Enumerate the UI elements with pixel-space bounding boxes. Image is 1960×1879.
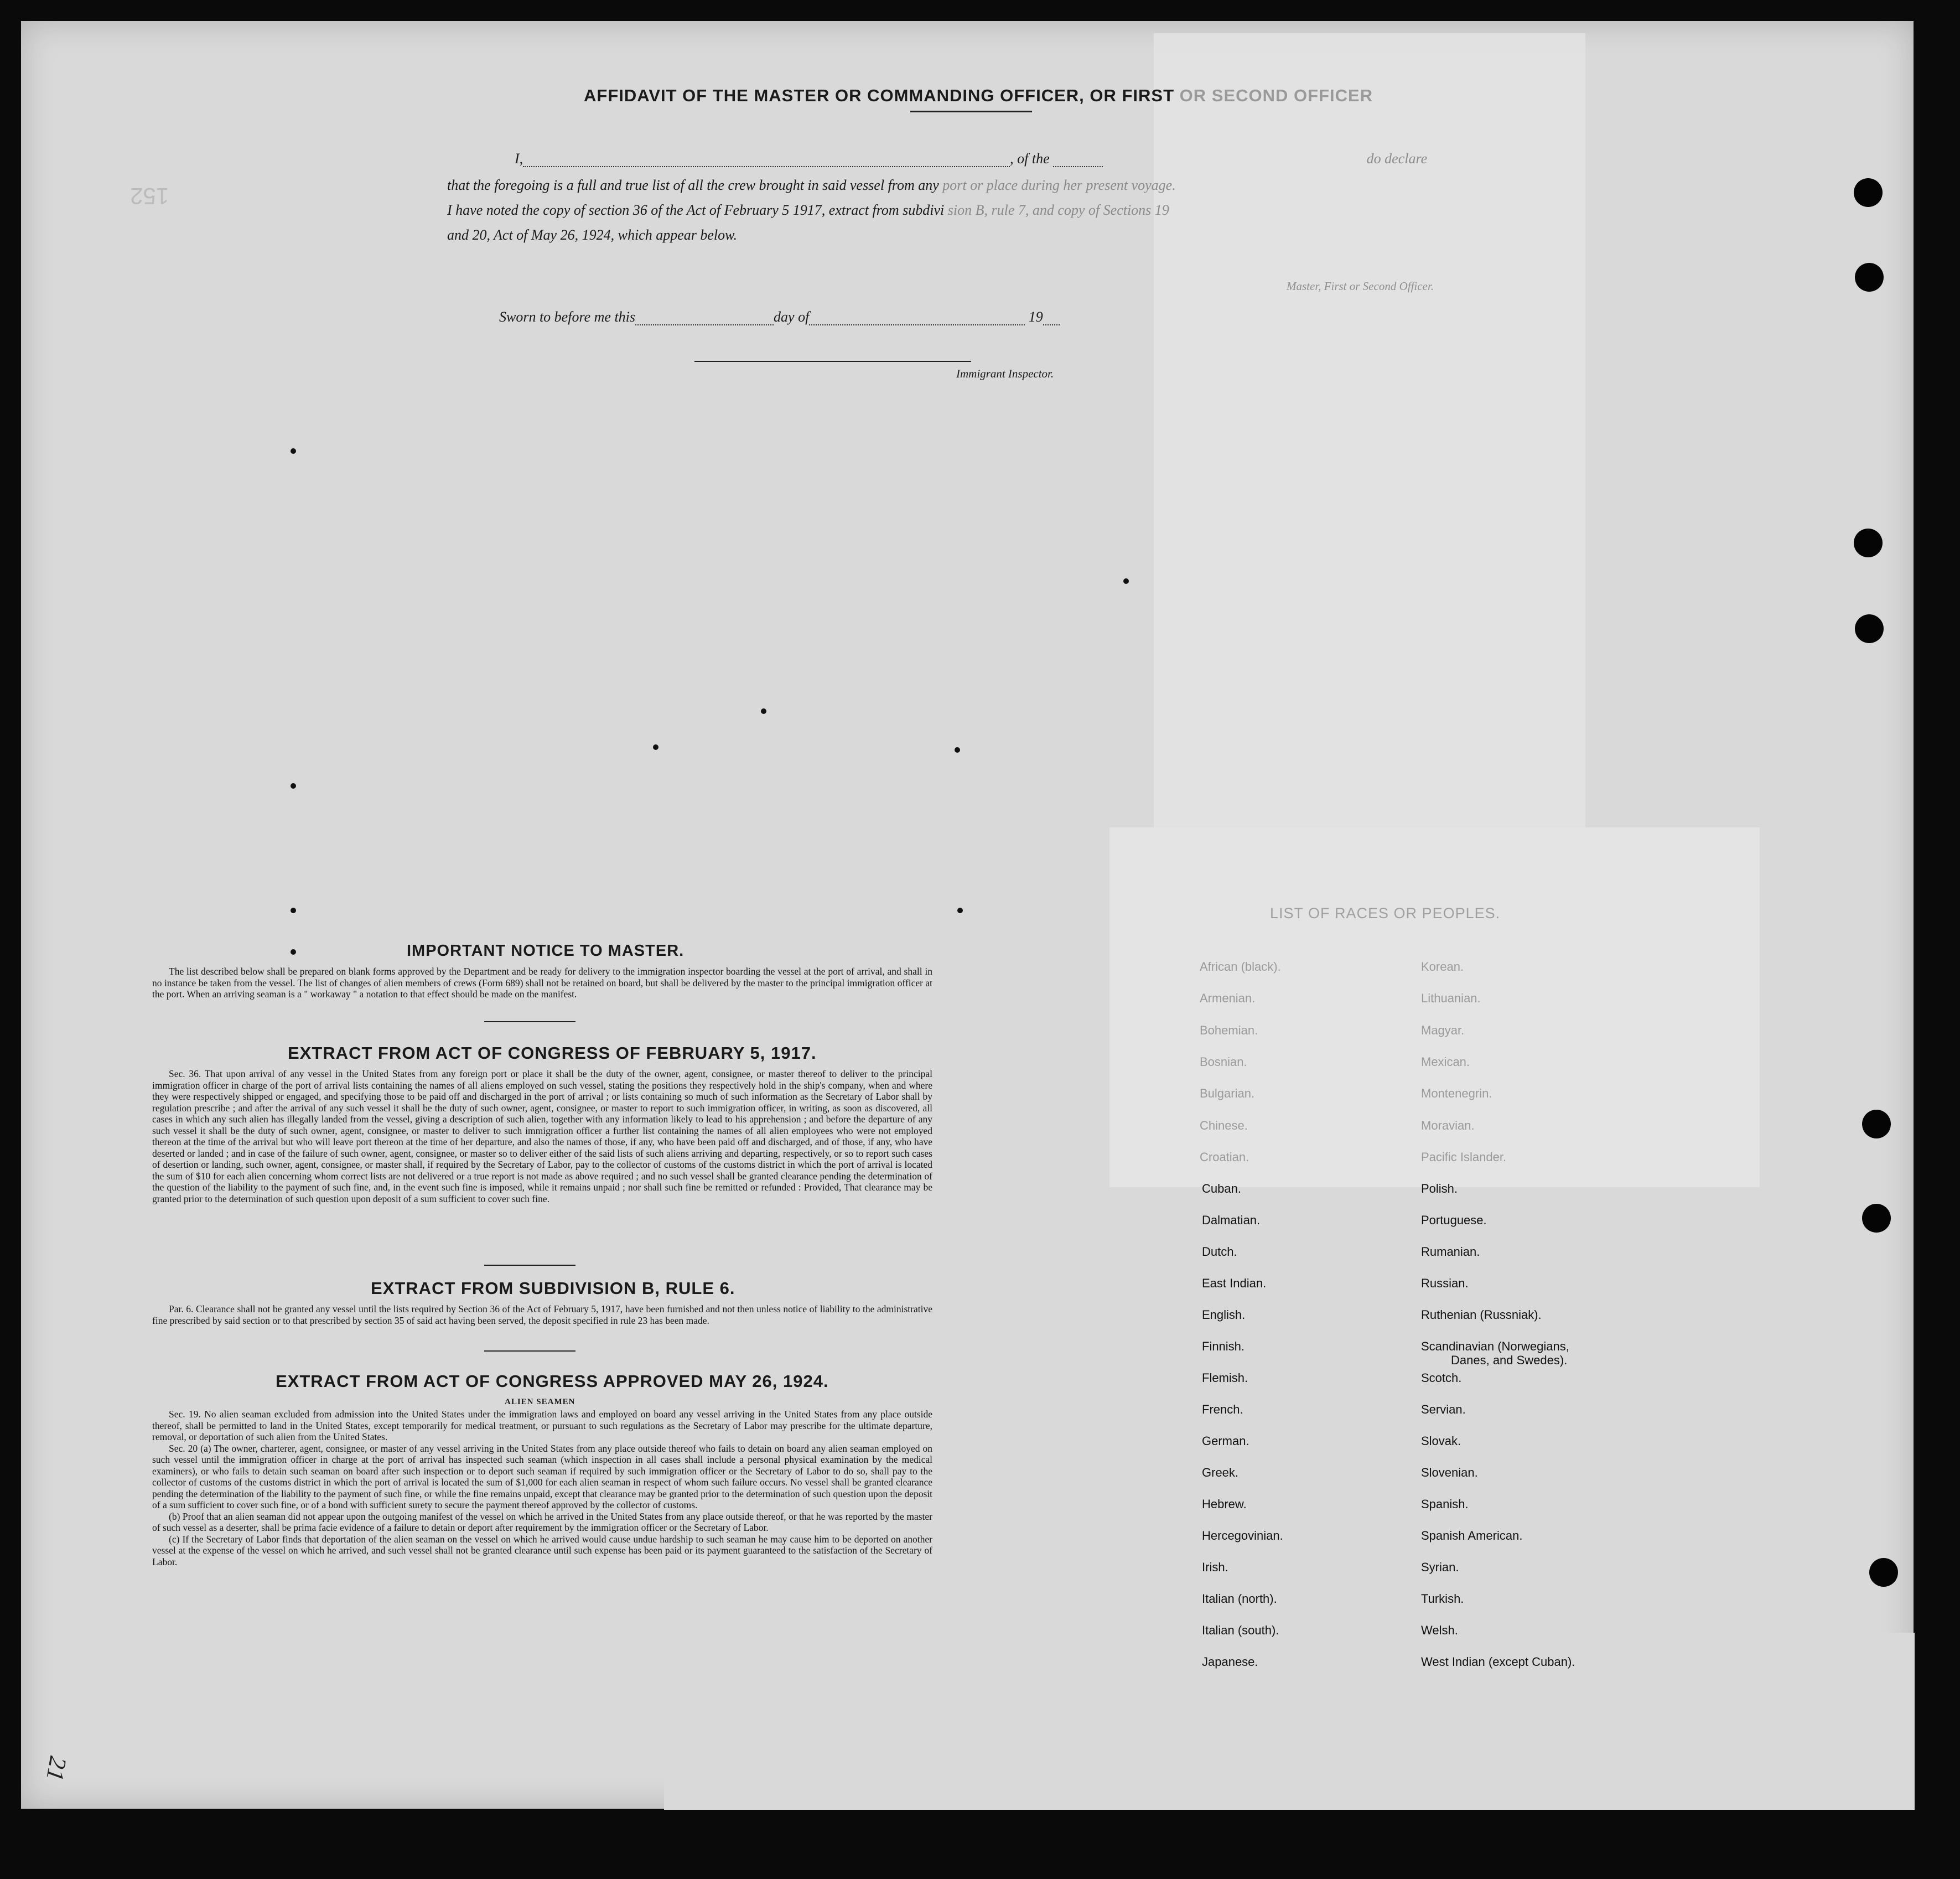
- race-item: Finnish.: [1202, 1339, 1245, 1353]
- vessel-name-field[interactable]: [1053, 166, 1103, 167]
- sworn-text-a: Sworn to before me this: [499, 309, 636, 325]
- race-item: German.: [1202, 1434, 1249, 1448]
- affidavit-line-3-text: I have noted the copy of section 36 of the Act of February 5 1917, extract from subdivi: [447, 202, 945, 218]
- handwritten-corner-mark: 21: [41, 1754, 72, 1783]
- race-item-continued: Danes, and Swedes).: [1451, 1353, 1568, 1367]
- race-item: Turkish.: [1421, 1592, 1464, 1606]
- affidavit-of: , of the: [1010, 151, 1050, 167]
- binder-hole: [1862, 1204, 1891, 1233]
- races-title: LIST OF RACES OR PEOPLES.: [1270, 905, 1501, 922]
- affidavit-line-4: and 20, Act of May 26, 1924, which appear below.: [447, 227, 738, 243]
- race-item: Portuguese.: [1421, 1213, 1487, 1227]
- race-item: French.: [1202, 1402, 1243, 1416]
- affidavit-line-3-faded: sion B, rule 7, and copy of Sections 19: [947, 202, 1169, 218]
- race-item: Croatian.: [1200, 1150, 1249, 1164]
- binder-hole: [1855, 263, 1884, 292]
- extract-1917-title: EXTRACT FROM ACT OF CONGRESS OF FEBRUARY 5, 1917.: [288, 1043, 817, 1063]
- immigrant-inspector-caption: Immigrant Inspector.: [956, 367, 1054, 380]
- race-item: Moravian.: [1421, 1119, 1475, 1132]
- notice-title: IMPORTANT NOTICE TO MASTER.: [407, 942, 685, 960]
- binder-hole: [1862, 1110, 1891, 1138]
- race-item: Chinese.: [1200, 1119, 1248, 1132]
- race-item: Flemish.: [1202, 1371, 1248, 1385]
- sworn-text-b: day of: [774, 309, 810, 325]
- race-item: East Indian.: [1202, 1276, 1267, 1290]
- affidavit-line-2-faded: port or place during her present voyage.: [942, 177, 1176, 193]
- ink-dot: [955, 747, 960, 753]
- race-item: Russian.: [1421, 1276, 1469, 1290]
- race-item: Cuban.: [1202, 1182, 1241, 1195]
- race-item: Scotch.: [1421, 1371, 1462, 1385]
- sworn-line: [499, 309, 1060, 325]
- race-item: Pacific Islander.: [1421, 1150, 1507, 1164]
- race-item: Dalmatian.: [1202, 1213, 1261, 1227]
- race-item: Irish.: [1202, 1560, 1228, 1574]
- master-name-field[interactable]: [523, 166, 1010, 167]
- affidavit-title: [584, 86, 1373, 106]
- race-item: English.: [1202, 1308, 1246, 1322]
- race-item: Servian.: [1421, 1402, 1466, 1416]
- subdivision-b-title: EXTRACT FROM SUBDIVISION B, RULE 6.: [371, 1278, 735, 1298]
- extract-1917-divider: [484, 1265, 575, 1266]
- title-underline: [910, 111, 1032, 112]
- race-item: Italian (north).: [1202, 1592, 1277, 1606]
- ink-dot: [291, 908, 296, 913]
- pasted-overlay-races: [1109, 827, 1760, 1187]
- race-item: Rumanian.: [1421, 1245, 1480, 1259]
- ink-dot: [291, 448, 296, 454]
- sworn-month-field[interactable]: [809, 324, 1025, 325]
- affidavit-line-1: [515, 151, 1427, 167]
- race-item: Hercegovinian.: [1202, 1529, 1283, 1542]
- alien-seamen-subhead: ALIEN SEAMEN: [505, 1397, 575, 1406]
- ink-dot: [653, 744, 658, 750]
- notice-text: [152, 966, 932, 1000]
- affidavit-title-faded: OR SECOND OFFICER: [1179, 86, 1373, 105]
- race-item: Armenian.: [1200, 991, 1256, 1005]
- affidavit-line-2: [447, 177, 1176, 194]
- extract-1924-sec20a: Sec. 20 (a) The owner, charterer, agent, consignee, or master of any vessel arriving in the United States from any place outside thereof who fails to detain on board any alien seaman employed on such vessel until the immigration officer in charge at the port of arrival has inspected such seaman (which inspection in all cases shall include a personal physical examination by the medical examiners), or who fails to detain such seaman on board after such inspection or to deport such seaman if required by such immigration officer or the Secretary of Labor to do so, shall pay to the collector of customs of the customs district in which the port of arrival is located the sum of $1,000 for each alien seaman in respect of whom such failure occurs. No vessel shall be granted clearance pending the determination of the liability to the payment of such fine, or while the fine remains unpaid, except that clearance may be granted prior to the determination of such question upon the deposit of a sum sufficient to cover such fine, or of a bond with sufficient surety to secure the payment thereof approved by the collector of customs.: [152, 1442, 932, 1510]
- race-item: Syrian.: [1421, 1560, 1459, 1574]
- ink-dot: [1123, 578, 1129, 584]
- affidavit-line-3: [447, 202, 1169, 219]
- race-item: Mexican.: [1421, 1055, 1470, 1069]
- extract-1917-paragraph: Sec. 36. That upon arrival of any vessel in the United States from any foreign port or place it shall be the duty of the owner, agent, consignee, or master thereof to deliver to the principal immigration officer in charge of the port of arrival lists containing the names of all aliens employed on such vessel, stating the positions they respectively hold in the ship's company, when and where they were respectively shipped or engaged, and specifying those to be paid off and discharged in the port of arrival ; or lists containing so much of such information as the Secretary of Labor shall by regulation prescribe ; and after the arrival of any such vessel it shall be the duty of such owner, agent, consignee, or master to report to such immigration officer, in writing, as soon as discovered, all cases in which any such alien has illegally landed from the vessel, giving a description of such alien, together with any information likely to lead to his apprehension ; and before the departure of any such vessel it shall be the duty of such owner, agent, consignee, or master to deliver to such immigration officer a further list containing the names of all alien employees who were not employed thereon at the time of the arrival but who will leave port thereon at the time of her departure, and also the names of those, if any, who have been paid off and discharged, and of those, if any, who have deserted or landed ; and in case of the failure of such owner, agent, consignee, or master so to deliver either of the said lists of such aliens arriving and departing, respectively, or so to report such cases of desertion or landing, such owner, agent, consignee, or master shall, if required by the Secretary of Labor, pay to the collector of customs of the customs district in which the port of arrival is located the sum of $10 for each alien concerning whom correct lists are not delivered or a true report is not made as above required ; and no such vessel shall be granted clearance pending the determination of the question of the liability to the payment of such fine, and, in the event such fine is imposed, while it remains unpaid ; nor shall such fine be remitted or refunded : Provided, That clearance may be granted prior to the determination of such question upon deposit of a sum sufficient to cover such fine.: [152, 1068, 932, 1204]
- race-item: Montenegrin.: [1421, 1086, 1492, 1100]
- ink-dot: [957, 908, 963, 913]
- subdivision-b-divider: [484, 1350, 575, 1352]
- page-lower-edge: [664, 1633, 1915, 1810]
- race-item: Slovenian.: [1421, 1466, 1478, 1479]
- affidavit-declare: do declare: [1366, 151, 1428, 167]
- race-item: Slovak.: [1421, 1434, 1461, 1448]
- ink-dot: [761, 708, 766, 714]
- notice-paragraph: The list described below shall be prepared on blank forms approved by the Department and be ready for delivery to the immigration inspector boarding the vessel at the port of arrival, and shall in no instance be taken from the vessel. The list of changes of alien members of crews (Form 689) shall not be retained on board, but shall be delivered by the master to the principal immigration officer at the port. When an arriving seaman is a " workaway " a notation to that effect should be made on the manifest.: [152, 966, 932, 1000]
- page-number-stamp: 152: [130, 183, 169, 209]
- race-item: Greek.: [1202, 1466, 1239, 1479]
- race-item: West Indian (except Cuban).: [1421, 1655, 1575, 1669]
- binder-hole: [1854, 529, 1883, 557]
- race-item: Korean.: [1421, 960, 1464, 974]
- extract-1924-text: [152, 1409, 932, 1567]
- race-item: Bosnian.: [1200, 1055, 1247, 1069]
- race-item: Spanish American.: [1421, 1529, 1523, 1542]
- sworn-day-field[interactable]: [635, 324, 774, 325]
- binder-hole: [1855, 614, 1884, 643]
- race-item: Spanish.: [1421, 1497, 1469, 1511]
- sworn-year-field[interactable]: [1043, 324, 1060, 325]
- extract-1924-sec20b: (b) Proof that an alien seaman did not appear upon the outgoing manifest of the vessel on which he arrived in the United States from any place outside thereof, or that he was reported by the master of such vessel as a deserter, shall be prima facie evidence of a failure to detain or deport after requirement by the immigration officer or the Secretary of Labor.: [152, 1510, 932, 1533]
- subdivision-b-paragraph: Par. 6. Clearance shall not be granted any vessel until the lists required by Section 36 of the Act of February 5, 1917, have been furnished and not then unless notice of liability to the administrative fine prescribed by said section or to that prescribed by section 35 of said act having been served, the deposit specified in rule 23 has been made.: [152, 1303, 932, 1326]
- race-item: Bulgarian.: [1200, 1086, 1255, 1100]
- race-item: Welsh.: [1421, 1623, 1458, 1637]
- ink-dot: [291, 949, 296, 955]
- master-signature-caption: Master, First or Second Officer.: [1287, 279, 1434, 293]
- race-item: Italian (south).: [1202, 1623, 1279, 1637]
- race-item: Japanese.: [1202, 1655, 1258, 1669]
- race-item: Hebrew.: [1202, 1497, 1247, 1511]
- ink-dot: [291, 783, 296, 789]
- race-item: Dutch.: [1202, 1245, 1237, 1259]
- subdivision-b-text: [152, 1303, 932, 1326]
- binder-hole: [1854, 178, 1883, 207]
- race-item: Magyar.: [1421, 1023, 1465, 1037]
- race-item: African (black).: [1200, 960, 1281, 974]
- inspector-signature-line: [694, 361, 971, 362]
- race-item: Scandinavian (Norwegians,: [1421, 1339, 1569, 1353]
- race-item: Polish.: [1421, 1182, 1458, 1195]
- extract-1924-sec20c: (c) If the Secretary of Labor finds that deportation of the alien seaman on the vessel on which he arrived would cause undue hardship to such seaman he may cause him to be deported on another vessel at the expense of the vessel on which he arrived, and such vessel shall not be granted clearance until such expense has been paid or its payment guaranteed to the satisfaction of the Secretary of Labor.: [152, 1533, 932, 1567]
- extract-1924-title: EXTRACT FROM ACT OF CONGRESS APPROVED MAY 26, 1924.: [276, 1371, 829, 1391]
- extract-1924-sec19: Sec. 19. No alien seaman excluded from admission into the United States under the immigration laws and employed on board any vessel arriving in the United States from any place outside thereof, shall be permitted to land in the United States, except temporarily for medical treatment, or pursuant to such regulations as the Secretary of Labor may prescribe for the ultimate departure, removal, or deportation of such alien from the United States.: [152, 1409, 932, 1442]
- affidavit-i: I,: [515, 151, 523, 167]
- affidavit-line-2-text: that the foregoing is a full and true list of all the crew brought in said vessel from any: [447, 177, 939, 193]
- affidavit-title-main: AFFIDAVIT OF THE MASTER OR COMMANDING OFFICER, OR FIRST: [584, 86, 1175, 105]
- race-item: Ruthenian (Russniak).: [1421, 1308, 1542, 1322]
- race-item: Bohemian.: [1200, 1023, 1258, 1037]
- extract-1917-text: [152, 1068, 932, 1204]
- binder-hole: [1869, 1558, 1898, 1587]
- notice-divider: [484, 1021, 575, 1022]
- race-item: Lithuanian.: [1421, 991, 1481, 1005]
- sworn-year: 19: [1028, 309, 1043, 325]
